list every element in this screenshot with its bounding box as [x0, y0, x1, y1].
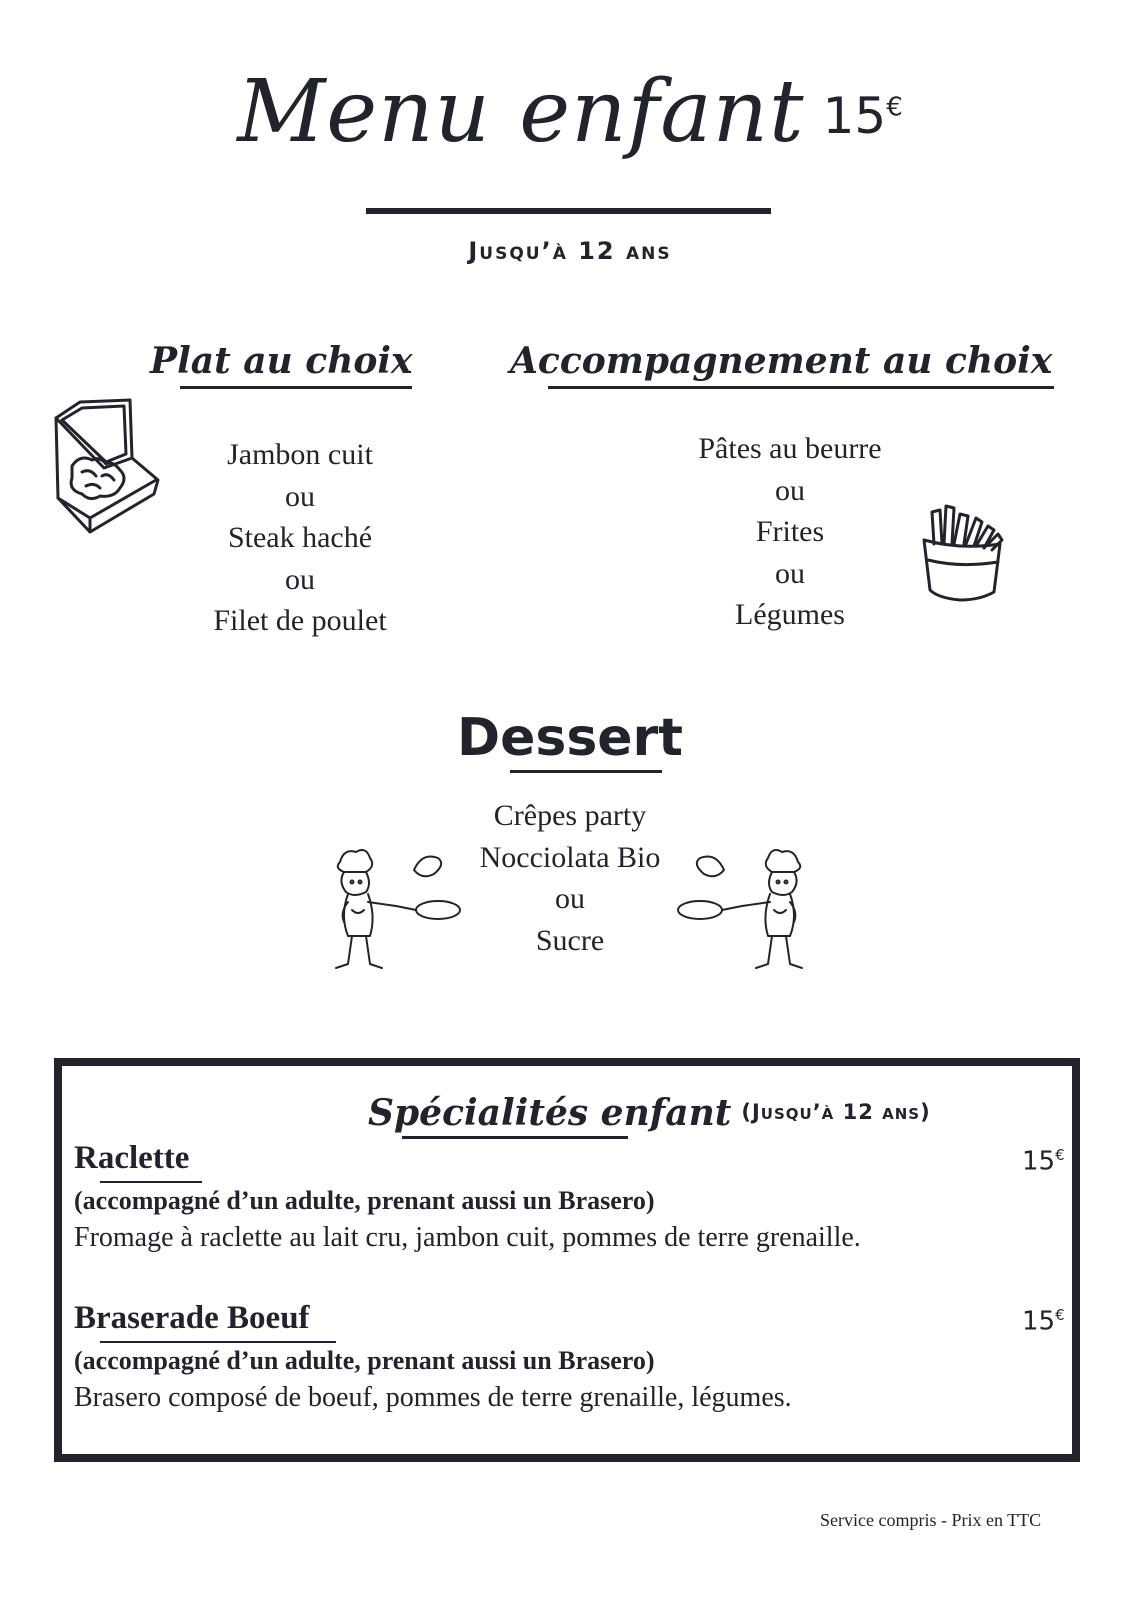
list-item: Sucre [535, 923, 605, 957]
plat-heading-underline [180, 386, 412, 389]
footer-note: Service compris - Prix en TTC [820, 1510, 1042, 1530]
list-item: Nocciolata Bio [479, 840, 661, 874]
menu-title-text: Menu enfant [237, 62, 805, 162]
specialites-heading-underline [402, 1136, 628, 1139]
list-item: Frites [755, 515, 825, 548]
specialites-age-note: (Jusqu’à 12 ans) [741, 1100, 931, 1124]
specialite-name-underline [100, 1341, 336, 1343]
specialites-heading-text: Spécialités enfant [368, 1092, 732, 1134]
menu-title-price: 15€ [822, 87, 903, 145]
plat-heading: Plat au choix [150, 340, 413, 382]
chef-crepe-icon [672, 846, 808, 976]
list-item: ou [555, 882, 585, 915]
specialite-note: (accompagné d’un adulte, prenant aussi un Brasero) [74, 1346, 655, 1375]
list-item: Crêpes party [493, 799, 647, 832]
specialite-price: 15€ [1022, 1146, 1065, 1177]
list-item: ou [775, 556, 805, 590]
specialite-description: Brasero composé de boeuf, pommes de terre grenaille, légumes. [74, 1382, 792, 1413]
specialite-price: 15€ [1022, 1306, 1065, 1337]
plat-list [150, 434, 450, 642]
fries-icon [920, 504, 1008, 604]
specialites-heading [368, 1092, 931, 1134]
dessert-heading-underline [510, 770, 662, 773]
age-note: Jusqu’à 12 ans [468, 237, 672, 265]
title-divider [366, 208, 771, 214]
chef-crepe-icon [330, 846, 466, 976]
specialite-name: Raclette [74, 1140, 190, 1176]
accompagnement-heading-underline [548, 386, 1054, 389]
list-item: Légumes [735, 598, 845, 631]
list-item: Steak haché [227, 521, 373, 554]
list-item: Jambon cuit [227, 438, 373, 471]
specialite-name: Braserade Boeuf [74, 1300, 310, 1336]
list-item: Pâtes au beurre [698, 432, 882, 465]
accompagnement-heading: Accompagnement au choix [510, 340, 1053, 382]
list-item: ou [775, 473, 805, 507]
specialite-description: Fromage à raclette au lait cru, jambon cuit, pommes de terre grenaille. [74, 1222, 861, 1253]
list-item: Filet de poulet [213, 604, 387, 637]
takeaway-box-icon [50, 398, 162, 538]
list-item: ou [285, 562, 315, 596]
accompagnement-list [640, 428, 940, 636]
dessert-heading: Dessert [456, 708, 684, 768]
menu-title [0, 62, 1140, 162]
list-item: ou [285, 479, 315, 513]
specialite-note: (accompagné d’un adulte, prenant aussi un Brasero) [74, 1186, 655, 1215]
specialite-name-underline [100, 1181, 202, 1183]
